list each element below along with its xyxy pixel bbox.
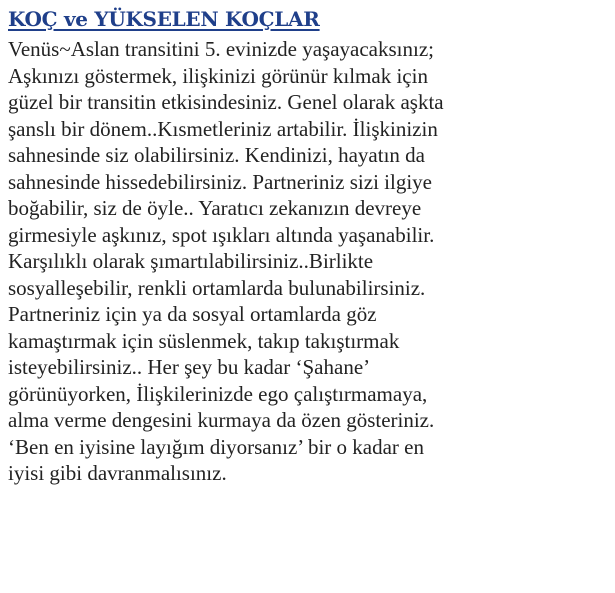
body-line: sahnesinde siz olabilirsiniz. Kendinizi, hayatın da (8, 143, 425, 167)
body-line: Venüs~Aslan transitini 5. evinizde yaşayacaksınız; (8, 37, 434, 61)
horoscope-article (8, 6, 608, 487)
body-line: güzel bir transitin etkisindesiniz. Genel olarak aşkta (8, 90, 444, 114)
article-body (8, 36, 608, 487)
body-line: Partneriniz için ya da sosyal ortamlarda göz (8, 302, 377, 326)
body-line: boğabilir, siz de öyle.. Yaratıcı zekanızın devreye (8, 196, 422, 220)
body-line: alma verme dengesini kurmaya da özen gösteriniz. (8, 408, 435, 432)
body-line: isteyebilirsiniz.. Her şey bu kadar ‘Şahane’ (8, 355, 371, 379)
body-line: iyisi gibi davranmalısınız. (8, 461, 227, 485)
body-line: görünüyorken, İlişkilerinizde ego çalıştırmamaya, (8, 381, 428, 406)
body-line: kamaştırmak için süslenmek, takıp takıştırmak (8, 328, 400, 353)
article-title: KOÇ ve YÜKSELEN KOÇLAR (8, 7, 320, 31)
body-line: Aşkınızı göstermek, ilişkinizi görünür kılmak için (8, 63, 428, 88)
body-line: sahnesinde hissedebilirsiniz. Partneriniz sizi ilgiye (8, 169, 432, 194)
body-line: girmesiyle aşkınız, spot ışıkları altında yaşanabilir. (8, 222, 435, 247)
body-line: sosyalleşebilir, renkli ortamlarda bulunabilirsiniz. (8, 275, 426, 300)
body-line: şanslı bir dönem..Kısmetleriniz artabilir. İlişkinizin (8, 116, 438, 141)
body-line: Karşılıklı olarak şımartılabilirsiniz..Birlikte (8, 249, 374, 273)
body-line: ‘Ben en iyisine layığım diyorsanız’ bir o kadar en (8, 434, 424, 459)
